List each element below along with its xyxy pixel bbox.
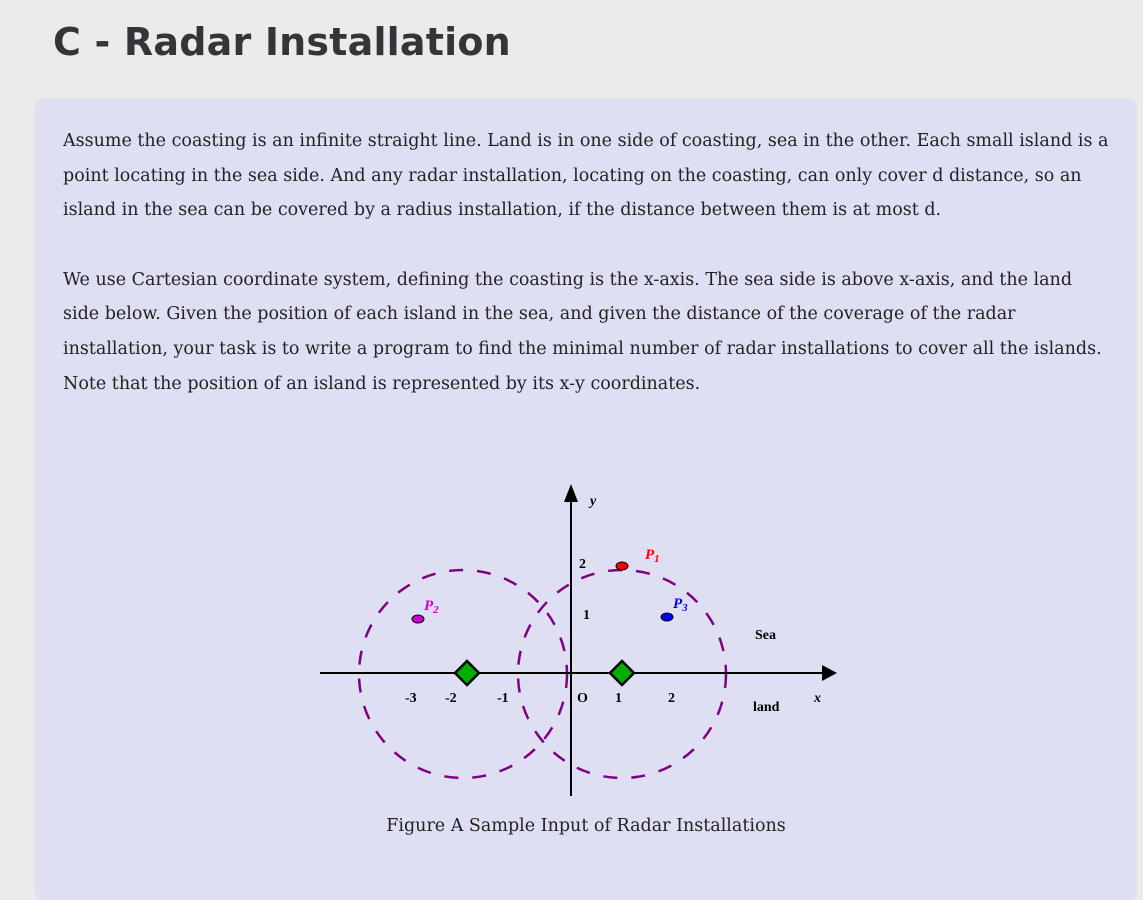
x-tick: -3 (405, 691, 417, 706)
x-tick: O (577, 691, 588, 706)
x-tick: -2 (445, 691, 457, 706)
sea-label: Sea (755, 628, 776, 643)
figure-caption: Figure A Sample Input of Radar Installations (386, 816, 786, 836)
island-p2 (412, 615, 424, 623)
x-axis-label: x (814, 691, 821, 706)
x-tick: 2 (668, 691, 675, 706)
land-label: land (753, 700, 780, 715)
radar-marker (610, 661, 634, 685)
island-label-p1: $P_1$ (645, 547, 660, 565)
description-paragraph: Assume the coasting is an infinite straight line. Land is in one side of coasting, sea in the other. Each small island is a point locating in the sea side. And any radar installation, locating on the coasting, can only cover d distance, so an island in the sea can be covered by a radius installation, if the distance between them is at most d. (63, 131, 1109, 221)
x-axis-arrow (822, 665, 837, 681)
problem-description-card (37, 100, 1135, 900)
y-tick: 1 (583, 608, 590, 623)
island-label-p3: $P_3$ (673, 596, 688, 614)
y-axis-label: y (590, 494, 597, 509)
island-label-p2: $P_2$ (424, 598, 439, 616)
y-tick: 2 (579, 557, 586, 572)
x-tick: -1 (497, 691, 509, 706)
description-paragraph: We use Cartesian coordinate system, defining the coasting is the x-axis. The sea side is above x-axis, and the land side below. Given the position of each island in the sea, and given the distance of the coverage of the radar installation, your task is to write a program to find the minimal number of radar installations to cover all the islands. Note that the position of an island is represented by its x-y coordinates. (63, 269, 1102, 394)
x-tick: 1 (615, 691, 622, 706)
page-title: C - Radar Installation (53, 20, 511, 64)
radar-marker (455, 661, 479, 685)
problem-description (63, 124, 1113, 436)
y-axis-arrow (564, 484, 578, 502)
island-p1 (616, 562, 628, 570)
radar-figure (317, 480, 857, 800)
island-p3 (661, 613, 673, 621)
